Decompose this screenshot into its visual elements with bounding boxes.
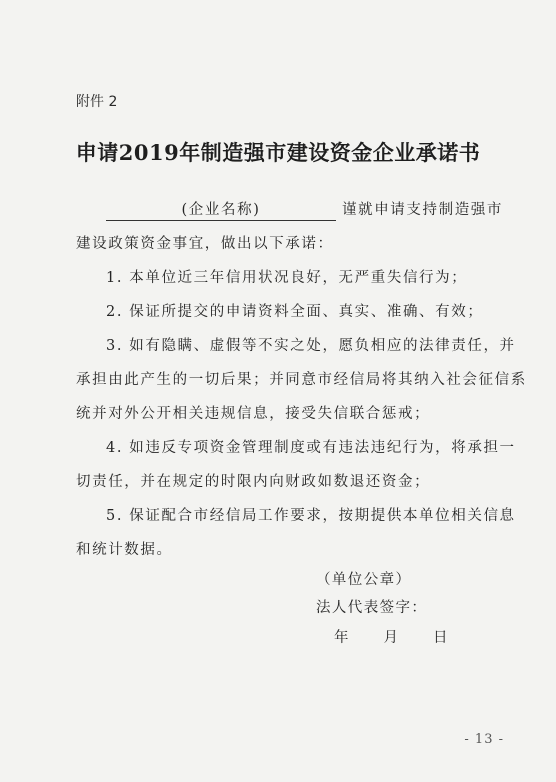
company-seal-label: （单位公章）: [316, 572, 412, 588]
signature-date-label: 年 月 日: [334, 630, 450, 646]
commitment-item-4-line-1: 4. 如违反专项资金管理制度或有违法违纪行为，将承担一: [106, 440, 516, 456]
intro-line-1: 谨就申请支持制造强市: [342, 202, 503, 218]
intro-line-2: 建设政策资金事宜，做出以下承诺：: [76, 236, 334, 252]
commitment-item-2: 2. 保证所提交的申请资料全面、真实、准确、有效；: [106, 304, 484, 320]
company-name-blank: (企业名称): [106, 200, 336, 221]
commitment-item-5-line-2: 和统计数据。: [76, 542, 173, 558]
document-title: 申请2019年制造强市建设资金企业承诺书: [75, 140, 481, 165]
representative-signature-label: 法人代表签字：: [316, 600, 428, 616]
commitment-item-3-line-1: 3. 如有隐瞒、虚假等不实之处，愿负相应的法律责任，并: [106, 338, 516, 354]
commitment-item-4-line-2: 切责任，并在规定的时限内向财政如数退还资金；: [76, 474, 431, 490]
page-number: - 13 -: [464, 732, 504, 747]
commitment-item-5-line-1: 5. 保证配合市经信局工作要求，按期提供本单位相关信息: [106, 508, 516, 524]
attachment-label: 附件 2: [76, 94, 118, 110]
commitment-item-1: 1. 本单位近三年信用状况良好，无严重失信行为；: [106, 270, 468, 286]
commitment-item-3-line-2: 承担由此产生的一切后果；并同意市经信局将其纳入社会征信系: [76, 372, 527, 388]
commitment-item-3-line-3: 统并对外公开相关违规信息，接受失信联合惩戒；: [76, 406, 431, 422]
